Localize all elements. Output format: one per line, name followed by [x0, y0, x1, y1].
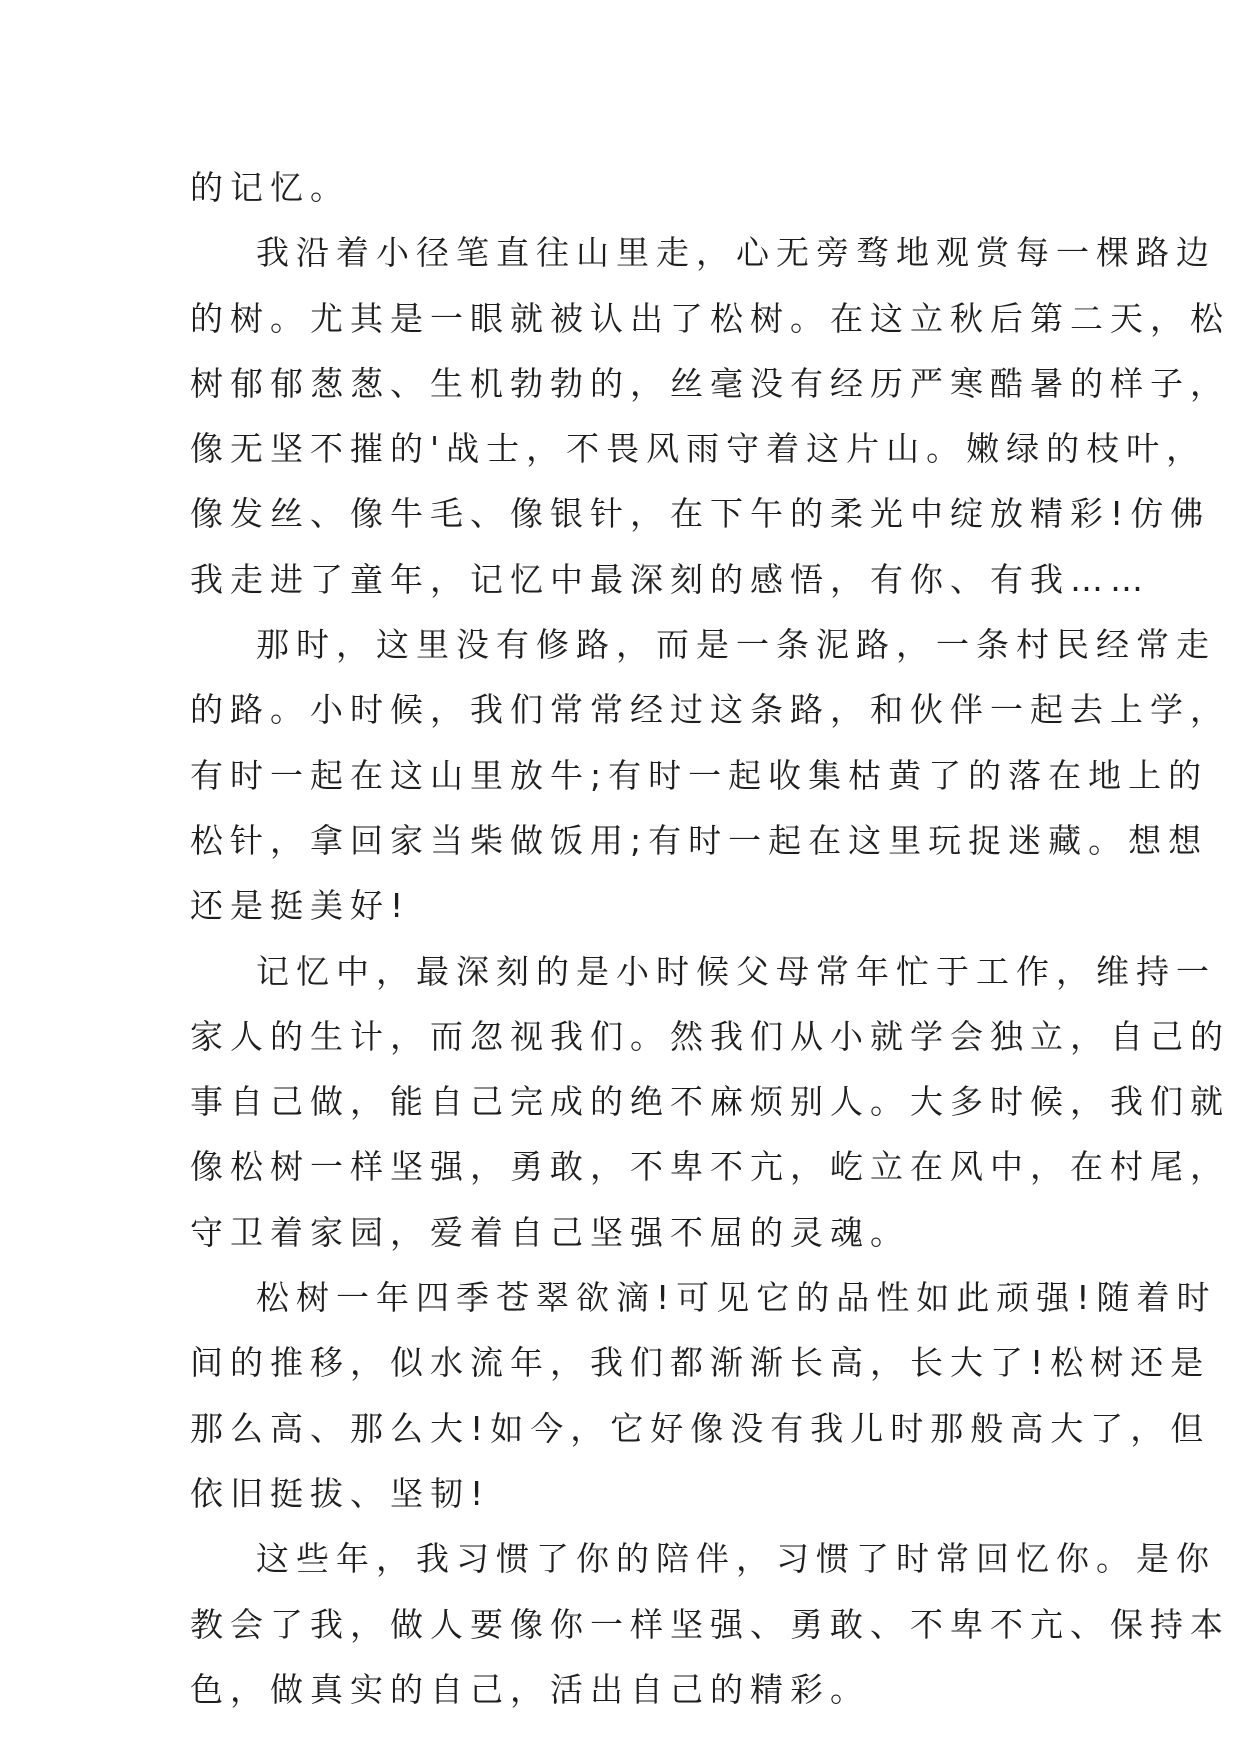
text-line: 我沿着小径笔直往山里走，心无旁骛地观赏每一棵路边 — [256, 233, 1216, 273]
text-line: 像发丝、像牛毛、像银针，在下午的柔光中绽放精彩!仿佛 — [190, 494, 1211, 534]
text-line: 松树一年四季苍翠欲滴!可见它的品性如此顽强!随着时 — [256, 1278, 1217, 1318]
body-text — [190, 155, 1230, 1722]
text-line: 这些年，我习惯了你的陪伴，习惯了时常回忆你。是你 — [256, 1539, 1216, 1579]
text-line: 还是挺美好! — [190, 886, 411, 926]
text-line: 树郁郁葱葱、生机勃勃的，丝毫没有经历严寒酷暑的样子， — [190, 363, 1230, 403]
text-line: 家人的生计，而忽视我们。然我们从小就学会独立，自己的 — [190, 1016, 1230, 1056]
text-line: 依旧挺拔、坚韧! — [190, 1473, 491, 1513]
text-line: 有时一起在这山里放牛;有时一起收集枯黄了的落在地上的 — [190, 755, 1209, 795]
text-line: 的树。尤其是一眼就被认出了松树。在这立秋后第二天，松 — [190, 298, 1230, 338]
text-line: 那么高、那么大!如今，它好像没有我儿时那般高大了，但 — [190, 1408, 1211, 1448]
text-line: 色，做真实的自己，活出自己的精彩。 — [190, 1669, 870, 1709]
text-line: 的记忆。 — [190, 168, 350, 207]
text-line: 那时，这里没有修路，而是一条泥路，一条村民经常走 — [256, 625, 1216, 665]
text-line: 像松树一样坚强，勇敢，不卑不亢，屹立在风中，在村尾， — [190, 1147, 1230, 1187]
text-line: 的路。小时候，我们常常经过这条路，和伙伴一起去上学， — [190, 690, 1230, 730]
text-line: 记忆中，最深刻的是小时候父母常年忙于工作，维持一 — [256, 951, 1216, 991]
text-line: 间的推移，似水流年，我们都渐渐长高，长大了!松树还是 — [190, 1343, 1211, 1383]
text-line: 我走进了童年，记忆中最深刻的感悟，有你、有我…… — [190, 559, 1150, 599]
text-line: 事自己做，能自己完成的绝不麻烦别人。大多时候，我们就 — [190, 1082, 1230, 1122]
text-line: 松针，拿回家当柴做饭用;有时一起在这里玩捉迷藏。想想 — [190, 820, 1209, 860]
text-line: 教会了我，做人要像你一样坚强、勇敢、不卑不亢、保持本 — [190, 1604, 1230, 1644]
text-line: 像无坚不摧的'战士，不畏风雨守着这片山。嫩绿的枝叶， — [190, 429, 1207, 469]
text-line: 守卫着家园，爱着自己坚强不屈的灵魂。 — [190, 1212, 910, 1252]
